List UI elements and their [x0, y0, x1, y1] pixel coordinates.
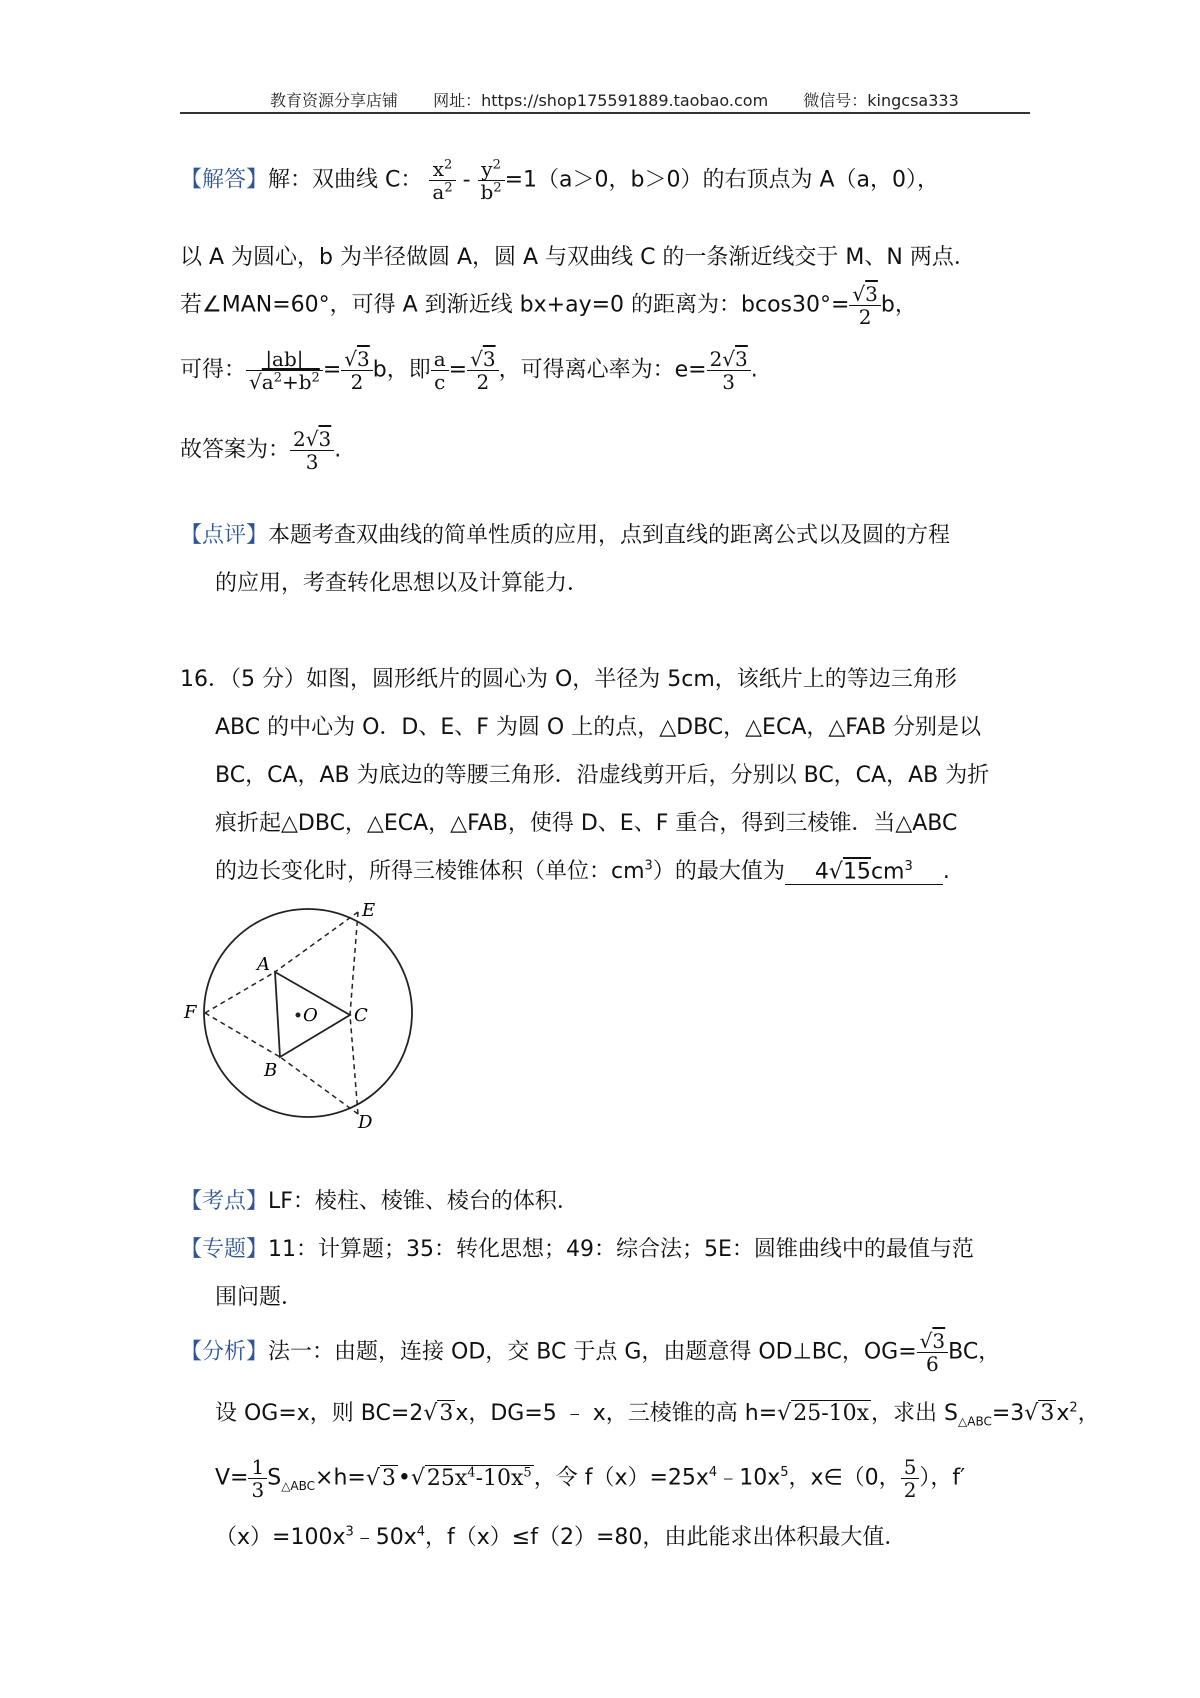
header-rule: [180, 112, 1030, 114]
dashed-lines: [205, 912, 358, 1114]
solution-line-4: 可得： $\frac{|ab|}{√a^2+b^2}$ = $\frac{√3}{2}$ b，即 $\frac{a}{c}$ = $\frac{√3}{2}$ ，可得离心率为：e= $\frac{2√3}{3}$ .: [180, 347, 758, 394]
fraction-ab-distance: $\frac{|ab|}{√a^2+b^2}$: [246, 348, 323, 393]
q16-line-5: 的边长变化时，所得三棱锥体积（单位：$cm^3$）的最大值为 $4√15cm^3$ .: [215, 858, 950, 884]
solution-line-1: 【解答】解：双曲线 C： $\frac{x^2}{a^2}$ - $\frac{y^2}{b^2}$ =1（a＞0，b＞0）的右顶点为 A（a，0），: [180, 157, 940, 204]
zhuanti-line-2: 围问题．: [215, 1285, 304, 1310]
fraction-5-2: $\frac{5}{2}$: [901, 1456, 920, 1501]
fraction-sqrt3-2-b: $\frac{√3}{2}$: [341, 348, 372, 393]
fraction-sqrt3-2: $\frac{√3}{2}$: [849, 283, 880, 328]
header-wechat: 微信号：kingcsa333: [803, 91, 959, 110]
q16-line-2: ABC 的中心为 O．D、E、F 为圆 O 上的点，△DBC，△ECA，△FAB 分别是以: [215, 715, 982, 740]
label-b: B: [264, 1060, 278, 1081]
q16-answer-blank: $4√15cm^3$: [785, 859, 943, 885]
fenxi-line-2: 设 OG=x，则 BC=2√3x，DG=5 ﹣ x，三棱锥的高 h=√25-10x，求出 $S_{\triangle ABC}=3√3x^2$，: [215, 1400, 1100, 1429]
label-o: O: [303, 1005, 318, 1026]
solution-line-5: 故答案为： $\frac{2√3}{3}$ .: [180, 427, 342, 474]
zhuanti-tag: 【专题】: [180, 1237, 269, 1262]
fenxi-line-1: 【分析】法一：由题，连接 OD，交 BC 于点 G，由题意得 OD⊥BC，OG= $\frac{√3}{6}$ BC，: [180, 1329, 1001, 1376]
comment-tag: 【点评】: [180, 523, 269, 548]
solution-line-3: 若∠MAN=60°，可得 A 到渐近线 bx+ay=0 的距离为：bcos30°= $\frac{√3}{2}$ b，: [180, 282, 917, 329]
fraction-a-c: $\frac{a}{c}$: [431, 348, 449, 393]
label-a: A: [257, 954, 270, 975]
solution-line-2: 以 A 为圆心，b 为半径做圆 A，圆 A 与双曲线 C 的一条渐近线交于 M、N 两点．: [180, 245, 976, 270]
fraction-1-3: $\frac{1}{3}$: [248, 1456, 267, 1501]
fraction-y2-b2: $\frac{y^2}{b^2}$: [478, 158, 505, 203]
label-f: F: [184, 1002, 197, 1023]
fenxi-line-4: $(x)=100x^3﹣50x^4$，f（x）≤f（2）=80，由此能求出体积最大值．: [215, 1524, 907, 1550]
fraction-sqrt3-2-c: $\frac{√3}{2}$: [467, 348, 498, 393]
header-shop: 教育资源分享店铺: [270, 91, 399, 110]
fraction-2sqrt3-3: $\frac{2√3}{3}$: [707, 348, 751, 393]
label-c: C: [354, 1005, 368, 1026]
page-header: [270, 88, 989, 111]
comment-line-2: 的应用，考查转化思想以及计算能力．: [215, 571, 590, 596]
header-url: 网址：https://shop175591889.taobao.com: [433, 91, 769, 110]
zhuanti-line-1: 【专题】11：计算题；35：转化思想；49：综合法；5E：圆锥曲线中的最值与范: [180, 1237, 974, 1262]
label-d: D: [358, 1112, 373, 1130]
fenxi-line-3: V= $\frac{1}{3}$ $S_{\triangle ABC}\times h=√3•√25x^4-10x^5$，令 $f(x)=25x^4﹣10x^5$，x∈（0， $\frac{5}{2}$ ），f′: [215, 1455, 966, 1502]
label-e: E: [362, 900, 376, 921]
q16-line-1: 16．（5 分）如图，圆形纸片的圆心为 O，半径为 5cm，该纸片上的等边三角形: [180, 667, 957, 692]
center-dot: [296, 1013, 301, 1018]
fraction-sqrt3-6: $\frac{√3}{6}$: [917, 1330, 948, 1375]
q16-line-4: 痕折起△DBC，△ECA，△FAB，使得 D、E、F 重合，得到三棱锥．当△ABC: [215, 811, 958, 836]
fraction-x2-a2: $\frac{x^2}{a^2}$: [429, 158, 455, 203]
circle-triangle-figure: [180, 900, 420, 1130]
fraction-answer: $\frac{2√3}{3}$: [290, 428, 334, 473]
q16-line-3: BC，CA，AB 为底边的等腰三角形．沿虚线剪开后，分别以 BC，CA，AB 为折: [215, 763, 990, 788]
kaodian-line: 【考点】LF：棱柱、棱锥、棱台的体积．: [180, 1189, 579, 1214]
answer-tag: 【解答】: [180, 167, 269, 193]
comment-line-1: 【点评】本题考查双曲线的简单性质的应用，点到直线的距离公式以及圆的方程: [180, 523, 951, 548]
kaodian-tag: 【考点】: [180, 1189, 269, 1214]
fenxi-tag: 【分析】: [180, 1339, 269, 1365]
